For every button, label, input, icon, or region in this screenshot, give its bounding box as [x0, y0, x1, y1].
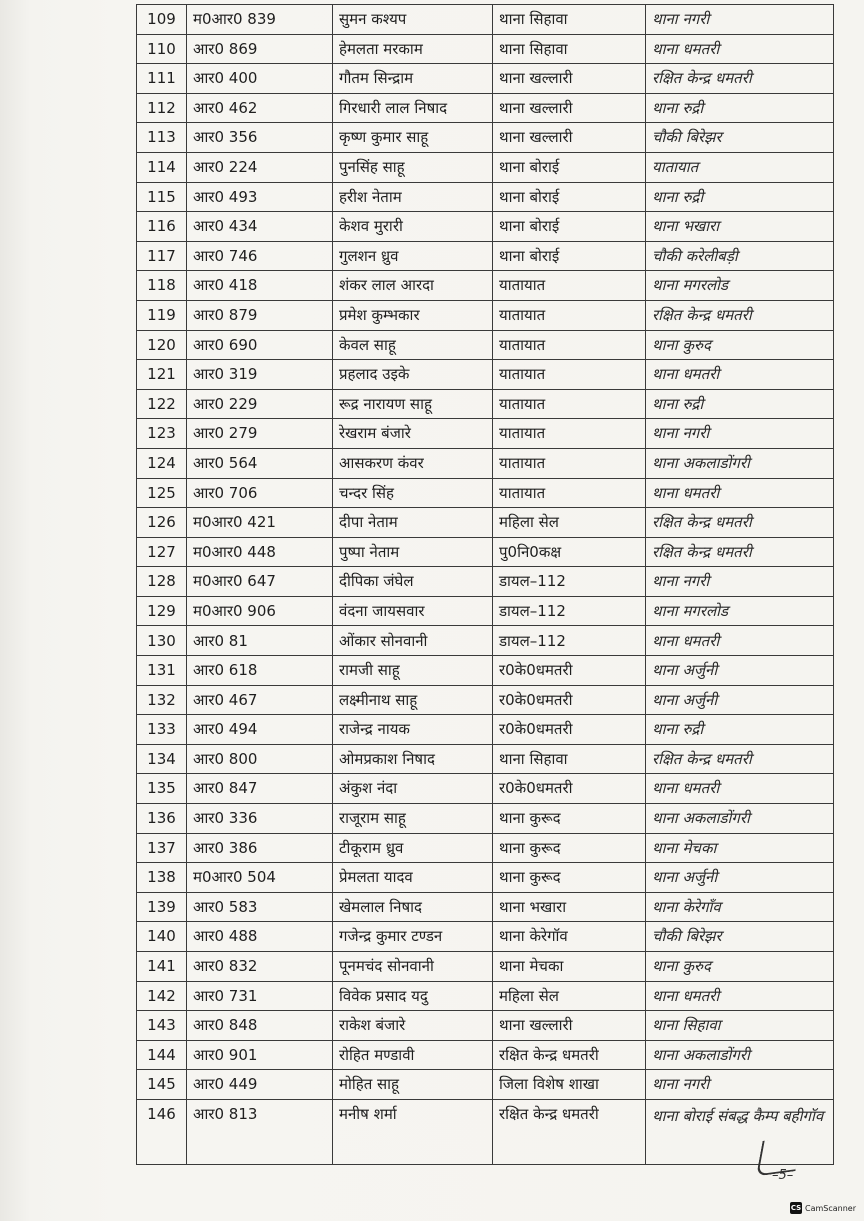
table-row [137, 715, 834, 745]
badge-number-cell: आर0 869 [187, 34, 333, 64]
name-cell: टीकूराम ध्रुव [333, 833, 493, 863]
table-row [137, 478, 834, 508]
table-row [137, 685, 834, 715]
new-posting-cell: थाना नगरी [646, 567, 834, 597]
badge-number-cell: आर0 493 [187, 182, 333, 212]
name-cell: आसकरण कंवर [333, 448, 493, 478]
serial-number-cell: 126 [137, 508, 187, 538]
name-cell: मनीष शर्मा [333, 1099, 493, 1164]
new-posting-cell: थाना धमतरी [646, 34, 834, 64]
badge-number-cell: आर0 336 [187, 804, 333, 834]
serial-number-cell: 116 [137, 212, 187, 242]
name-cell: रेखराम बंजारे [333, 419, 493, 449]
badge-number-cell: आर0 618 [187, 656, 333, 686]
badge-number-cell: आर0 706 [187, 478, 333, 508]
new-posting-cell: थाना धमतरी [646, 360, 834, 390]
serial-number-cell: 142 [137, 981, 187, 1011]
current-posting-cell: थाना कुरूद [493, 833, 646, 863]
badge-number-cell: आर0 467 [187, 685, 333, 715]
new-posting-cell [646, 1099, 834, 1164]
new-posting-cell: चौकी बिरेझर [646, 123, 834, 153]
serial-number-cell: 112 [137, 93, 187, 123]
badge-number-cell: आर0 746 [187, 241, 333, 271]
current-posting-cell: थाना कुरूद [493, 804, 646, 834]
badge-number-cell: म0आर0 448 [187, 537, 333, 567]
serial-number-cell: 139 [137, 892, 187, 922]
badge-number-cell: आर0 813 [187, 1099, 333, 1164]
current-posting-cell: र0के0धमतरी [493, 685, 646, 715]
serial-number-cell: 146 [137, 1099, 187, 1164]
serial-number-cell: 124 [137, 448, 187, 478]
table-row [137, 1011, 834, 1041]
name-cell: गुलशन ध्रुव [333, 241, 493, 271]
badge-number-cell: आर0 800 [187, 744, 333, 774]
current-posting-cell: थाना बोराई [493, 241, 646, 271]
badge-number-cell: आर0 488 [187, 922, 333, 952]
badge-number-cell: आर0 564 [187, 448, 333, 478]
serial-number-cell: 131 [137, 656, 187, 686]
current-posting-cell: थाना बोराई [493, 212, 646, 242]
name-cell: खेमलाल निषाद [333, 892, 493, 922]
badge-number-cell: आर0 418 [187, 271, 333, 301]
name-cell: केवल साहू [333, 330, 493, 360]
table-row [137, 596, 834, 626]
table-row [137, 892, 834, 922]
transfer-table [136, 4, 834, 1165]
name-cell: पूनमचंद सोनवानी [333, 952, 493, 982]
table-row [137, 508, 834, 538]
badge-number-cell: आर0 583 [187, 892, 333, 922]
table-row [137, 93, 834, 123]
current-posting-cell: महिला सेल [493, 508, 646, 538]
serial-number-cell: 144 [137, 1040, 187, 1070]
name-cell: ओमप्रकाश निषाद [333, 744, 493, 774]
current-posting-cell: थाना भखारा [493, 892, 646, 922]
name-cell: कृष्ण कुमार साहू [333, 123, 493, 153]
table-row [137, 774, 834, 804]
badge-number-cell: आर0 731 [187, 981, 333, 1011]
serial-number-cell: 128 [137, 567, 187, 597]
name-cell: प्रमेश कुम्भकार [333, 300, 493, 330]
new-posting-cell: थाना अर्जुनी [646, 863, 834, 893]
table-row [137, 448, 834, 478]
serial-number-cell: 136 [137, 804, 187, 834]
new-posting-cell: थाना मेचका [646, 833, 834, 863]
name-cell: विवेक प्रसाद यदु [333, 981, 493, 1011]
current-posting-cell: पु0नि0कक्ष [493, 537, 646, 567]
serial-number-cell: 118 [137, 271, 187, 301]
new-posting-cell: थाना अकलाडोंगरी [646, 448, 834, 478]
new-posting-cell: थाना रुद्री [646, 389, 834, 419]
new-posting-cell: रक्षित केन्द्र धमतरी [646, 744, 834, 774]
serial-number-cell: 115 [137, 182, 187, 212]
table-row [137, 5, 834, 35]
table-row [137, 300, 834, 330]
name-cell: सुमन कश्यप [333, 5, 493, 35]
new-posting-cell: यातायात [646, 152, 834, 182]
current-posting-cell: डायल–112 [493, 596, 646, 626]
name-cell: प्रेमलता यादव [333, 863, 493, 893]
name-cell: चन्दर सिंह [333, 478, 493, 508]
new-posting-cell: रक्षित केन्द्र धमतरी [646, 300, 834, 330]
serial-number-cell: 145 [137, 1070, 187, 1100]
camscanner-label: CamScanner [805, 1203, 857, 1213]
name-cell: गिरधारी लाल निषाद [333, 93, 493, 123]
new-posting-cell: थाना नगरी [646, 5, 834, 35]
new-posting-cell: थाना नगरी [646, 1070, 834, 1100]
new-posting-cell: थाना रुद्री [646, 715, 834, 745]
current-posting-cell: र0के0धमतरी [493, 774, 646, 804]
new-posting-cell: थाना मगरलोड [646, 596, 834, 626]
name-cell: रामजी साहू [333, 656, 493, 686]
name-cell: अंकुश नंदा [333, 774, 493, 804]
serial-number-cell: 110 [137, 34, 187, 64]
serial-number-cell: 122 [137, 389, 187, 419]
new-posting-cell: थाना रुद्री [646, 93, 834, 123]
badge-number-cell: म0आर0 647 [187, 567, 333, 597]
current-posting-cell: रक्षित केन्द्र धमतरी [493, 1040, 646, 1070]
new-posting-cell: थाना भखारा [646, 212, 834, 242]
table-row [137, 952, 834, 982]
table-row [137, 1099, 834, 1164]
current-posting-cell: थाना कुरूद [493, 863, 646, 893]
page-number: –5– [772, 1168, 794, 1183]
current-posting-cell: थाना बोराई [493, 182, 646, 212]
name-cell: पुष्पा नेताम [333, 537, 493, 567]
table-row [137, 537, 834, 567]
serial-number-cell: 135 [137, 774, 187, 804]
current-posting-cell: यातायात [493, 448, 646, 478]
badge-number-cell: आर0 224 [187, 152, 333, 182]
current-posting-cell: थाना खल्लारी [493, 1011, 646, 1041]
table-row [137, 626, 834, 656]
current-posting-cell: थाना खल्लारी [493, 123, 646, 153]
serial-number-cell: 123 [137, 419, 187, 449]
badge-number-cell: म0आर0 906 [187, 596, 333, 626]
badge-number-cell: आर0 848 [187, 1011, 333, 1041]
badge-number-cell: आर0 901 [187, 1040, 333, 1070]
new-posting-cell: रक्षित केन्द्र धमतरी [646, 508, 834, 538]
current-posting-cell: यातायात [493, 300, 646, 330]
serial-number-cell: 132 [137, 685, 187, 715]
table-row [137, 271, 834, 301]
badge-number-cell: म0आर0 839 [187, 5, 333, 35]
new-posting-cell: थाना सिहावा [646, 1011, 834, 1041]
serial-number-cell: 119 [137, 300, 187, 330]
new-posting-cell: थाना धमतरी [646, 626, 834, 656]
serial-number-cell: 137 [137, 833, 187, 863]
table-row [137, 419, 834, 449]
badge-number-cell: आर0 879 [187, 300, 333, 330]
badge-number-cell: आर0 494 [187, 715, 333, 745]
current-posting-cell: यातायात [493, 360, 646, 390]
badge-number-cell: आर0 690 [187, 330, 333, 360]
new-posting-cell: थाना मगरलोड [646, 271, 834, 301]
current-posting-cell: यातायात [493, 419, 646, 449]
badge-number-cell: आर0 386 [187, 833, 333, 863]
current-posting-cell: थाना मेचका [493, 952, 646, 982]
new-posting-cell: थाना नगरी [646, 419, 834, 449]
camscanner-watermark [790, 1202, 856, 1214]
serial-number-cell: 127 [137, 537, 187, 567]
badge-number-cell: आर0 449 [187, 1070, 333, 1100]
serial-number-cell: 130 [137, 626, 187, 656]
table-row [137, 241, 834, 271]
current-posting-cell: डायल–112 [493, 567, 646, 597]
badge-number-cell: आर0 847 [187, 774, 333, 804]
name-cell: रोहित मण्डावी [333, 1040, 493, 1070]
table-row [137, 567, 834, 597]
new-posting-cell: रक्षित केन्द्र धमतरी [646, 537, 834, 567]
current-posting-cell: यातायात [493, 478, 646, 508]
serial-number-cell: 117 [137, 241, 187, 271]
serial-number-cell: 133 [137, 715, 187, 745]
current-posting-cell: यातायात [493, 330, 646, 360]
badge-number-cell: आर0 462 [187, 93, 333, 123]
table-row [137, 212, 834, 242]
table-row [137, 34, 834, 64]
camscanner-logo-icon: CS [790, 1204, 802, 1212]
new-posting-cell: चौकी बिरेझर [646, 922, 834, 952]
current-posting-cell: जिला विशेष शाखा [493, 1070, 646, 1100]
current-posting-cell: र0के0धमतरी [493, 715, 646, 745]
badge-number-cell: आर0 434 [187, 212, 333, 242]
badge-number-cell: आर0 356 [187, 123, 333, 153]
table-row [137, 863, 834, 893]
name-cell: मोहित साहू [333, 1070, 493, 1100]
table-row [137, 1040, 834, 1070]
new-posting-cell: थाना रुद्री [646, 182, 834, 212]
serial-number-cell: 120 [137, 330, 187, 360]
badge-number-cell: म0आर0 504 [187, 863, 333, 893]
badge-number-cell: आर0 832 [187, 952, 333, 982]
serial-number-cell: 111 [137, 64, 187, 94]
current-posting-cell: महिला सेल [493, 981, 646, 1011]
new-posting-cell: थाना धमतरी [646, 478, 834, 508]
current-posting-cell: थाना खल्लारी [493, 64, 646, 94]
new-posting-cell: थाना अकलाडोंगरी [646, 1040, 834, 1070]
table-row [137, 389, 834, 419]
table-row [137, 981, 834, 1011]
badge-number-cell: आर0 229 [187, 389, 333, 419]
current-posting-cell: रक्षित केन्द्र धमतरी [493, 1099, 646, 1164]
badge-number-cell: म0आर0 421 [187, 508, 333, 538]
badge-number-cell: आर0 279 [187, 419, 333, 449]
serial-number-cell: 134 [137, 744, 187, 774]
new-posting-cell: थाना कुरुद [646, 330, 834, 360]
current-posting-cell: थाना सिहावा [493, 34, 646, 64]
current-posting-cell: थाना बोराई [493, 152, 646, 182]
table-row [137, 360, 834, 390]
serial-number-cell: 114 [137, 152, 187, 182]
serial-number-cell: 113 [137, 123, 187, 153]
new-posting-text: थाना बोराई संबद्ध कैम्प बहीगॉव [652, 1106, 824, 1125]
serial-number-cell: 138 [137, 863, 187, 893]
table-row [137, 1070, 834, 1100]
new-posting-cell: थाना धमतरी [646, 774, 834, 804]
table-row [137, 64, 834, 94]
current-posting-cell: यातायात [493, 389, 646, 419]
name-cell: हरीश नेताम [333, 182, 493, 212]
new-posting-cell: थाना अर्जुनी [646, 656, 834, 686]
table-row [137, 152, 834, 182]
name-cell: वंदना जायसवार [333, 596, 493, 626]
name-cell: पुनसिंह साहू [333, 152, 493, 182]
name-cell: राजेन्द्र नायक [333, 715, 493, 745]
name-cell: गौतम सिन्द्राम [333, 64, 493, 94]
current-posting-cell: थाना खल्लारी [493, 93, 646, 123]
name-cell: हेमलता मरकाम [333, 34, 493, 64]
name-cell: गजेन्द्र कुमार टण्डन [333, 922, 493, 952]
name-cell: ओंकार सोनवानी [333, 626, 493, 656]
serial-number-cell: 125 [137, 478, 187, 508]
serial-number-cell: 141 [137, 952, 187, 982]
table-body [137, 5, 834, 1165]
new-posting-cell: रक्षित केन्द्र धमतरी [646, 64, 834, 94]
new-posting-cell: थाना अर्जुनी [646, 685, 834, 715]
new-posting-cell: थाना कुरुद [646, 952, 834, 982]
table-row [137, 744, 834, 774]
table-row [137, 656, 834, 686]
current-posting-cell: र0के0धमतरी [493, 656, 646, 686]
serial-number-cell: 143 [137, 1011, 187, 1041]
table-row [137, 182, 834, 212]
current-posting-cell: थाना सिहावा [493, 744, 646, 774]
serial-number-cell: 129 [137, 596, 187, 626]
name-cell: रूद्र नारायण साहू [333, 389, 493, 419]
current-posting-cell: यातायात [493, 271, 646, 301]
name-cell: लक्ष्मीनाथ साहू [333, 685, 493, 715]
current-posting-cell: डायल–112 [493, 626, 646, 656]
name-cell: शंकर लाल आरदा [333, 271, 493, 301]
name-cell: राकेश बंजारे [333, 1011, 493, 1041]
name-cell: केशव मुरारी [333, 212, 493, 242]
table-row [137, 330, 834, 360]
badge-number-cell: आर0 81 [187, 626, 333, 656]
new-posting-cell: चौकी करेलीबड़ी [646, 241, 834, 271]
name-cell: दीपा नेताम [333, 508, 493, 538]
name-cell: राजूराम साहू [333, 804, 493, 834]
badge-number-cell: आर0 400 [187, 64, 333, 94]
current-posting-cell: थाना सिहावा [493, 5, 646, 35]
table-row [137, 922, 834, 952]
current-posting-cell: थाना केरेगॉव [493, 922, 646, 952]
new-posting-cell: थाना केरेगाँव [646, 892, 834, 922]
name-cell: प्रहलाद उइके [333, 360, 493, 390]
table-row [137, 123, 834, 153]
serial-number-cell: 140 [137, 922, 187, 952]
table-row [137, 833, 834, 863]
serial-number-cell: 109 [137, 5, 187, 35]
serial-number-cell: 121 [137, 360, 187, 390]
new-posting-cell: थाना अकलाडोंगरी [646, 804, 834, 834]
table-row [137, 804, 834, 834]
badge-number-cell: आर0 319 [187, 360, 333, 390]
name-cell: दीपिका जंघेल [333, 567, 493, 597]
new-posting-cell: थाना धमतरी [646, 981, 834, 1011]
